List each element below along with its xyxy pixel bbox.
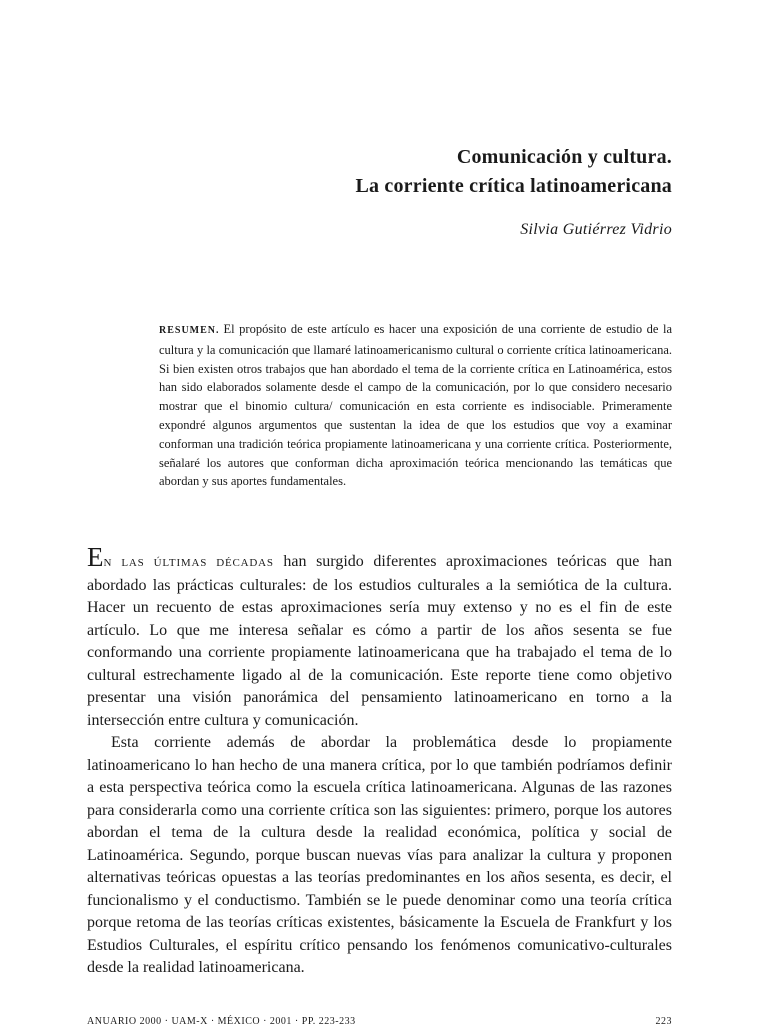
abstract-label: RESUMEN. bbox=[159, 325, 220, 336]
paragraph-1-text: han surgido diferentes aproximaciones teóricas que han abordado las prácticas culturales: de los estudios culturales a la semiótica de la cultura. Hacer un recuento de estas aproximaciones sería muy extenso y no es el fin de este artículo. Lo que me interesa señalar es cómo a partir de los años sesenta se fue conformando una corriente propiamente latinoamericana que ha trabajado el tema de lo cultural estrechamente ligado al de la comunicación. Este reporte tiene como objetivo presentar una visión panorámica del pensamiento latinoamericano en torno a la intersección entre cultura y comunicación. bbox=[87, 553, 672, 729]
article-body bbox=[87, 542, 672, 980]
author-name: Silvia Gutiérrez Vidrio bbox=[520, 221, 672, 238]
title-line-2: La corriente crítica latinoamericana bbox=[355, 175, 672, 197]
page-number: 223 bbox=[655, 1016, 672, 1027]
abstract bbox=[159, 320, 672, 491]
drop-cap: E bbox=[87, 542, 104, 572]
paragraph-2: Esta corriente además de abordar la problemática desde lo propiamente latinoamericano lo han hecho de una manera crítica, por lo que también podríamos definir a esta perspectiva teórica como la escuela crítica latinoamericana. Algunas de las razones para considerarla como una corriente crítica son las siguientes: primero, porque los autores abordan el tema de la cultura desde la realidad económica, política y social de Latinoamérica. Segundo, porque buscan nuevas vías para analizar la cultura y proponen alternativas teóricas opuestas a las teorías predominantes en los años sesenta, es decir, el funcionalismo y el conductismo. También se le puede denominar como una teoría crítica porque retoma de las teorías críticas existentes, básicamente la Escuela de Frankfurt y los Estudios Culturales, el espíritu crítico pensando los fenómenos comunicativo-culturales desde la realidad latinoamericana. bbox=[87, 734, 672, 976]
title-line-1: Comunicación y cultura. bbox=[456, 146, 672, 168]
paragraph-1-smallcaps: N LAS ÚLTIMAS DÉCADAS bbox=[103, 557, 274, 569]
footer-citation: ANUARIO 2000 · UAM-X · MÉXICO · 2001 · PP. 223-233 bbox=[87, 1016, 356, 1027]
paragraph-1 bbox=[87, 542, 672, 732]
abstract-text: El propósito de este artículo es hacer una exposición de una corriente de estudio de la cultura y la comunicación que llamaré latinoamericanismo cultural o corriente crítica latinoamericana. Si bien existen otros trabajos que han abordado el tema de la corriente crítica en Latinoamérica, estos han sido elaborados solamente desde el campo de la comunicación, por lo que considero necesario mostrar que el binomio cultura/ comunicación en esta corriente es indisociable. Primeramente expondré algunos argumentos que sustentan la idea de que los estudios que voy a examinar conforman una tradición teórica propiamente latinoamericana y una corriente crítica. Posteriormente, señalaré los autores que conforman dicha aproximación teórica mencionando las temáticas que abordan y sus aportes fundamentales. bbox=[159, 322, 672, 489]
article-title bbox=[355, 143, 672, 201]
